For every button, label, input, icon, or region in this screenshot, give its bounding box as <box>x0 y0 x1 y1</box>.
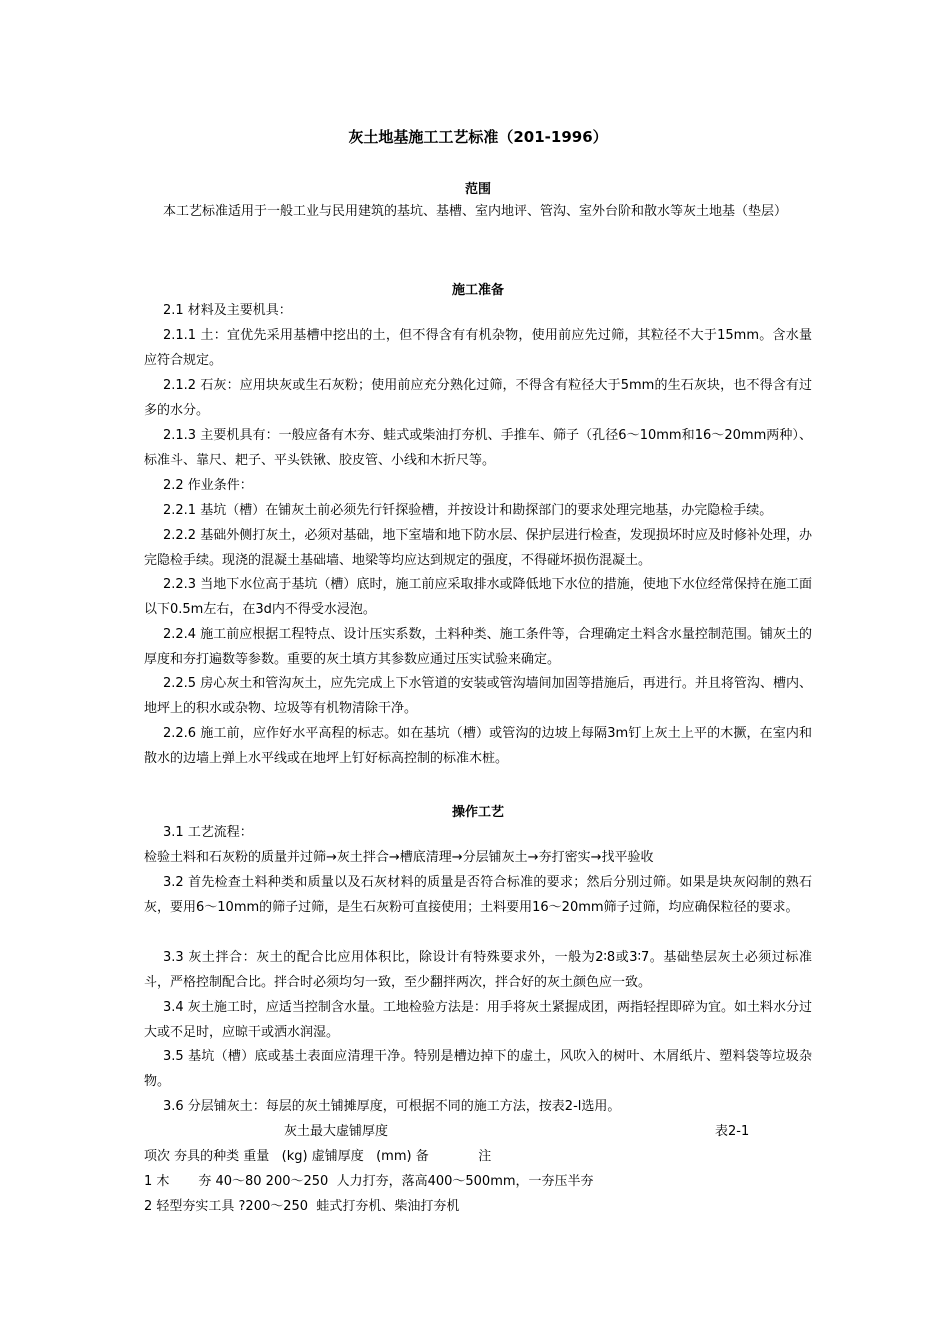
item-2-1-3: 2.1.3 主要机具有：一般应备有木夯、蛙式或柴油打夯机、手推车、筛子（孔径6～10mm和16～20mm两种）、标准斗、靠尺、耙子、平头铁锹、胶皮管、小线和木折尺等。 <box>144 428 812 468</box>
table-row: 1 木 夯 40～80 200～250 人力打夯，落高400～500mm，一夯压半夯 <box>144 1174 594 1189</box>
item-2-1: 2.1 材料及主要机具： <box>163 303 292 318</box>
process-flow: 检验土料和石灰粉的质量并过筛→灰土拌合→槽底清理→分层铺灰土→夯打密实→找平验收 <box>144 850 654 865</box>
heading-scope: 范围 <box>464 182 491 197</box>
item-2-1-2: 2.1.2 石灰：应用块灰或生石灰粉；使用前应充分熟化过筛，不得含有粒径大于5mm的生石灰块，也不得含有过多的水分。 <box>144 378 812 418</box>
item-2-2-3: 2.2.3 当地下水位高于基坑（槽）底时，施工前应采取排水或降低地下水位的措施，使地下水位经常保持在施工面以下0.5m左右，在3d内不得受水浸泡。 <box>144 577 812 617</box>
document-title: 灰土地基施工工艺标准（201-1996） <box>348 128 608 146</box>
item-3-6: 3.6 分层铺灰土：每层的灰土铺摊厚度，可根据不同的施工方法，按表2-l选用。 <box>163 1099 621 1114</box>
item-2-2-6: 2.2.6 施工前，应作好水平高程的标志。如在基坑（槽）或管沟的边坡上每隔3m钉上灰土上平的木撅，在室内和散水的边墙上弹上水平线或在地坪上钉好标高控制的标准木桩。 <box>144 726 812 766</box>
table-caption: 灰土最大虚铺厚度 <box>284 1124 389 1139</box>
item-3-2: 3.2 首先检查土料种类和质量以及石灰材料的质量是否符合标准的要求；然后分别过筛。如果是块灰闷制的熟石灰，要用6～10mm的筛子过筛，是生石灰粉可直接使用；土料要用16～20mm筛子过筛，均应确保粒径的要求。 <box>144 875 812 915</box>
heading-preparation: 施工准备 <box>451 283 504 298</box>
scope-paragraph: 本工艺标准适用于一般工业与民用建筑的基坑、基槽、室内地评、管沟、室外台阶和散水等灰土地基（垫层） <box>163 204 788 219</box>
item-3-1: 3.1 工艺流程： <box>163 825 253 840</box>
item-3-4: 3.4 灰土施工时，应适当控制含水量。工地检验方法是：用手将灰土紧握成团，两指轻捏即碎为宜。如土料水分过大或不足时，应晾干或洒水润湿。 <box>144 1000 812 1040</box>
item-3-3: 3.3 灰土拌合：灰土的配合比应用体积比，除设计有特殊要求外，一般为2∶8或3∶7。基础垫层灰土必须过标准斗，严格控制配合比。拌合时必须均匀一致，至少翻拌两次，拌合好的灰土颜色应一致。 <box>144 950 812 990</box>
item-2-2: 2.2 作业条件： <box>163 478 253 493</box>
heading-operation: 操作工艺 <box>451 805 504 820</box>
item-2-2-4: 2.2.4 施工前应根据工程特点、设计压实系数，土料种类、施工条件等，合理确定土料含水量控制范围。铺灰土的厚度和夯打遍数等参数。重要的灰土填方其参数应通过压实试验来确定。 <box>144 627 812 667</box>
item-2-2-5: 2.2.5 房心灰土和管沟灰土，应先完成上下水管道的安装或管沟墙间加固等措施后，再进行。并且将管沟、槽内、地坪上的积水或杂物、垃圾等有机物清除干净。 <box>144 676 812 716</box>
table-row: 2 轻型夯实工具 ?200～250 蛙式打夯机、柴油打夯机 <box>144 1199 460 1214</box>
table-header: 项次 夯具的种类 重量 (kg) 虚铺厚度 (mm) 备 注 <box>144 1149 492 1164</box>
item-2-2-1: 2.2.1 基坑（槽）在铺灰土前必须先行钎探验槽，并按设计和勘探部门的要求处理完地基，办完隐检手续。 <box>163 503 773 518</box>
table-number: 表2-1 <box>715 1124 750 1139</box>
item-3-5: 3.5 基坑（槽）底或基土表面应清理干净。特别是槽边掉下的虚土，风吹入的树叶、木屑纸片、塑料袋等垃圾杂物。 <box>144 1049 812 1089</box>
item-2-1-1: 2.1.1 土：宜优先采用基槽中挖出的土，但不得含有有机杂物，使用前应先过筛，其粒径不大于15mm。含水量应符合规定。 <box>144 328 812 368</box>
item-2-2-2: 2.2.2 基础外侧打灰土，必须对基础，地下室墙和地下防水层、保护层进行检查，发现损坏时应及时修补处理，办完隐检手续。现浇的混凝土基础墙、地梁等均应达到规定的强度，不得碰坏损伤混凝土。 <box>144 528 812 568</box>
